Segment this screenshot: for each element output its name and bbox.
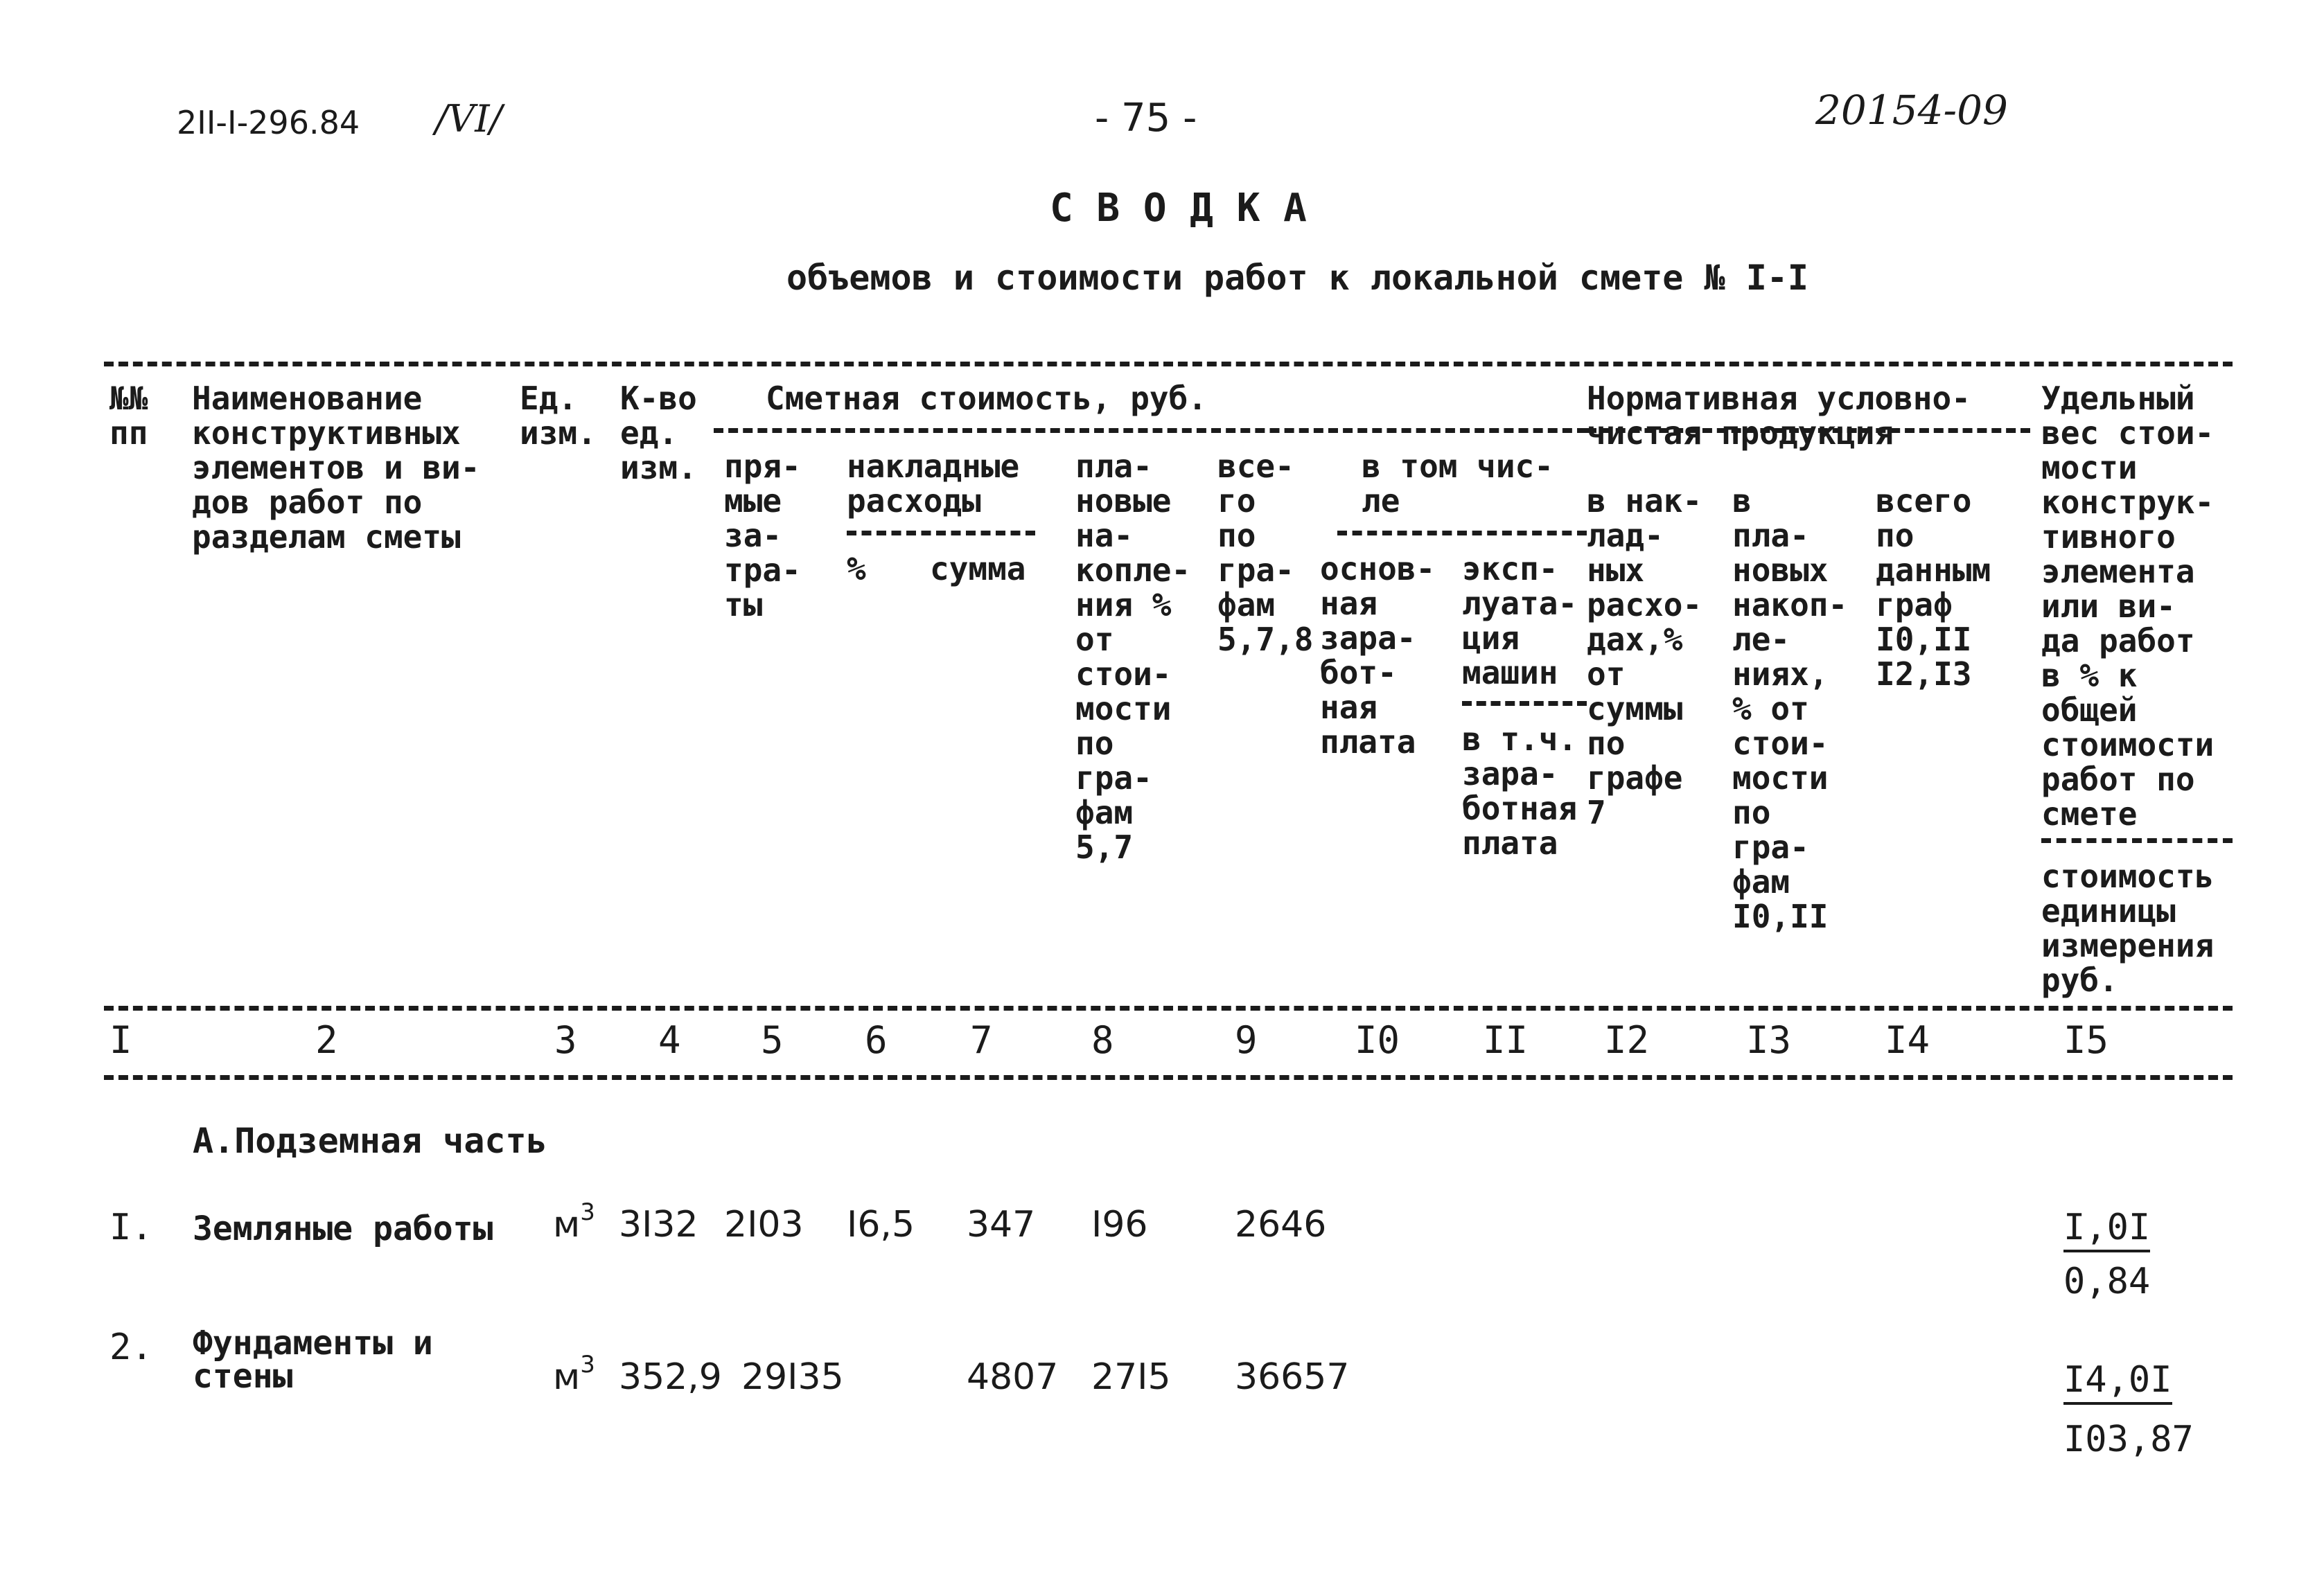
colnum-5: 5 bbox=[761, 1018, 784, 1062]
row-name: Земляные работы bbox=[193, 1209, 493, 1248]
row-unit-cost: I03,87 bbox=[2063, 1419, 2194, 1460]
overhead-rule bbox=[847, 531, 1035, 535]
header-quantity: К-во ед. изм. bbox=[620, 380, 697, 486]
row-share: I,0I bbox=[2063, 1207, 2150, 1252]
row-unit-cost: 0,84 bbox=[2063, 1261, 2151, 1302]
header-including: в том чис- ле bbox=[1362, 447, 1553, 520]
header-norm-overhead: в нак- лад- ных расхо- дах,% от суммы по графе 7 bbox=[1587, 482, 1702, 831]
colnum-11: II bbox=[1483, 1018, 1529, 1062]
row-name: Фундаменты и стены bbox=[193, 1324, 433, 1396]
row-number: I. bbox=[109, 1207, 153, 1248]
row-number: 2. bbox=[109, 1327, 153, 1368]
header-wages: основ- ная зара- бот- ная плата bbox=[1320, 550, 1436, 761]
page-title: С В О Д К А bbox=[1050, 186, 1307, 231]
colnum-2: 2 bbox=[315, 1018, 338, 1062]
colnum-bottom-rule bbox=[104, 1075, 2233, 1080]
header-num: №№ пп bbox=[109, 380, 148, 452]
archive-number: 20154-09 bbox=[1815, 87, 2008, 134]
header-overhead: накладные расходы bbox=[847, 447, 1020, 520]
colnum-10: I0 bbox=[1355, 1018, 1400, 1062]
header-bottom-rule bbox=[104, 1006, 2233, 1011]
row-quantity: 3I32 bbox=[619, 1204, 698, 1245]
share-rule bbox=[2041, 838, 2233, 843]
colnum-12: I2 bbox=[1604, 1018, 1650, 1062]
header-norm-group: Нормативная условно- чистая продукция bbox=[1587, 380, 1971, 452]
row-overhead-sum: 4807 bbox=[967, 1356, 1059, 1398]
header-unit-cost: стоимость единицы измерения руб. bbox=[2041, 858, 2215, 999]
row-direct-costs: 29I35 bbox=[741, 1356, 844, 1398]
header-overhead-sum: сумма bbox=[930, 550, 1026, 587]
colnum-8: 8 bbox=[1091, 1018, 1114, 1062]
header-machines: эксп- луата- ция машин bbox=[1462, 550, 1578, 691]
unit-superscript: 3 bbox=[580, 1351, 595, 1378]
section-title: А.Подземная часть bbox=[193, 1121, 547, 1161]
cost-group-rule bbox=[714, 428, 1587, 433]
machines-rule bbox=[1462, 701, 1587, 706]
header-total: все- го по гра- фам 5,7,8 bbox=[1217, 447, 1314, 658]
row-unit: $м^3$ bbox=[553, 1351, 595, 1398]
header-norm-total: всего по данным граф I0,II I2,I3 bbox=[1876, 482, 1991, 693]
header-cost-group: Сметная стоимость, руб. bbox=[766, 380, 1207, 417]
row-unit: $м^3$ bbox=[553, 1198, 595, 1245]
colnum-13: I3 bbox=[1746, 1018, 1792, 1062]
header-direct: пря- мые за- тра- ты bbox=[724, 447, 801, 623]
header-planned: пла- новые на- копле- ния % от стои- мости по гра- фам 5,7 bbox=[1075, 447, 1191, 866]
row-direct-costs: 2I03 bbox=[724, 1204, 804, 1245]
header-unit: Ед. изм. bbox=[520, 380, 597, 452]
row-planned-savings: I96 bbox=[1091, 1204, 1148, 1245]
row-total: 2646 bbox=[1235, 1204, 1327, 1245]
page-subtitle: объемов и стоимости работ к локальной смете № I-I bbox=[786, 258, 1809, 298]
colnum-6: 6 bbox=[865, 1018, 888, 1062]
incl-rule bbox=[1337, 531, 1587, 535]
row-overhead-pct: I6,5 bbox=[847, 1204, 915, 1245]
document-version: /VI/ bbox=[435, 97, 502, 141]
row-planned-savings: 27I5 bbox=[1091, 1356, 1171, 1398]
colnum-1: I bbox=[109, 1018, 132, 1062]
colnum-14: I4 bbox=[1885, 1018, 1930, 1062]
colnum-7: 7 bbox=[970, 1018, 993, 1062]
header-top-rule bbox=[104, 362, 2233, 366]
colnum-4: 4 bbox=[658, 1018, 681, 1062]
row-share: I4,0I bbox=[2063, 1359, 2172, 1405]
header-share: Удельный вес стои- мости конструк- тивного элемента или ви- да работ в % к общей стоимости работ по смете bbox=[2041, 380, 2215, 833]
row-quantity: 352,9 bbox=[619, 1356, 722, 1398]
row-total: 36657 bbox=[1235, 1356, 1350, 1398]
unit-superscript: 3 bbox=[580, 1198, 595, 1226]
page-number: - 75 - bbox=[1095, 96, 1197, 141]
header-name: Наименование конструктивных элементов и ви- дов работ по разделам сметы bbox=[192, 380, 480, 556]
row-overhead-sum: 347 bbox=[967, 1204, 1036, 1245]
header-norm-planned: в пла- новых накоп- ле- ниях, % от стои- мости по гра- фам I0,II bbox=[1732, 482, 1848, 935]
colnum-3: 3 bbox=[554, 1018, 577, 1062]
colnum-9: 9 bbox=[1235, 1018, 1258, 1062]
colnum-15: I5 bbox=[2063, 1018, 2109, 1062]
header-machines-wages: в т.ч. зара- ботная плата bbox=[1462, 720, 1578, 862]
document-code: 2II-I-296.84 bbox=[177, 104, 360, 141]
header-overhead-pct: % bbox=[847, 550, 866, 587]
